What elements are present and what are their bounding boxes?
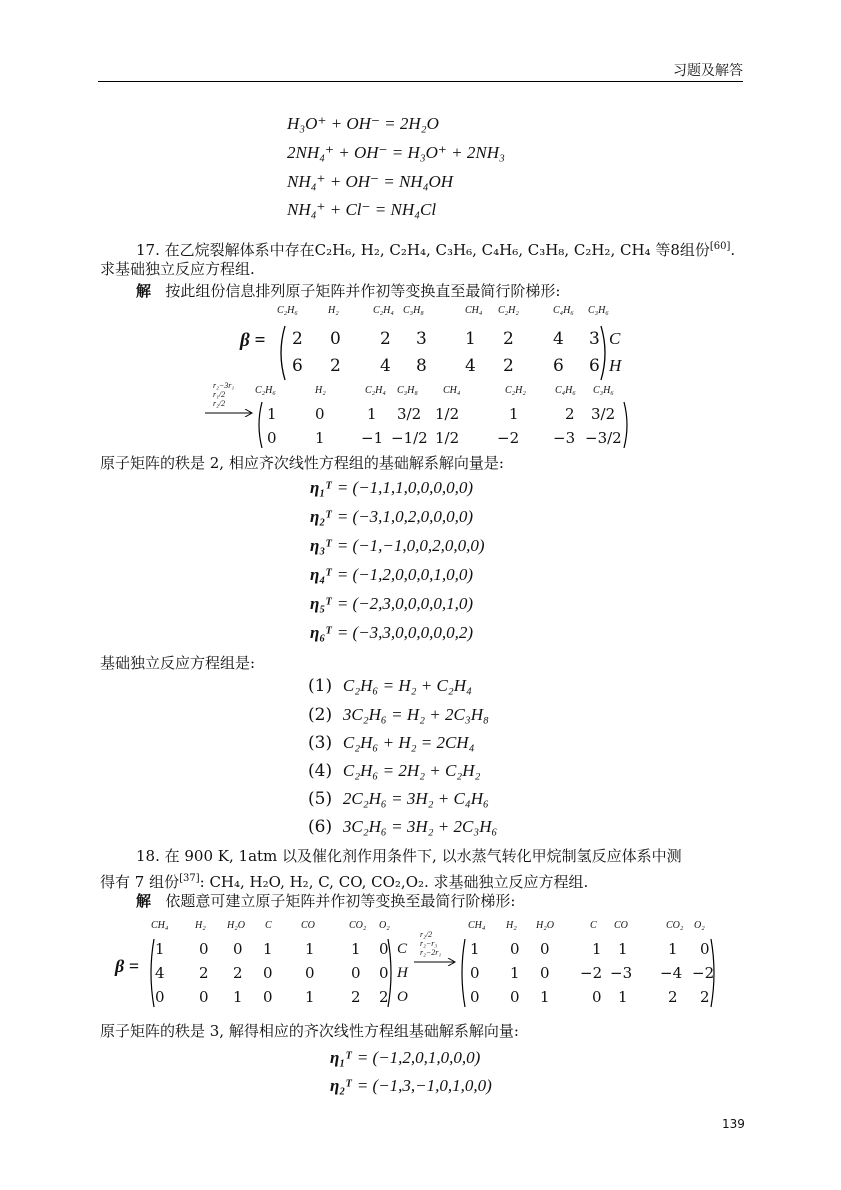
col-header: C₂H₂ [505,385,526,396]
matrix-cell: 4 [155,964,165,982]
row-op: r₂/2 [213,399,226,408]
col-header: CH₄ [465,305,483,316]
matrix-cell: 2 [292,329,303,349]
matrix-cell: −3 [610,964,633,982]
vector-eta5 [310,594,473,614]
matrix-cell: 2 [199,964,209,982]
left-paren [458,938,466,1008]
col-header: C₂H₄ [365,385,386,396]
ion-equation-1: H₃O⁺ + OH⁻ = 2H₂O [287,114,439,133]
basis-text-17: 基础独立反应方程组是: [100,654,256,672]
vector-eta6 [310,623,473,643]
matrix-cell: −2 [580,964,603,982]
reaction-number: (1) [308,676,333,696]
problem-17-text: 17. 在乙烷裂解体系中存在C₂H₆, H₂, C₂H₄, C₃H₆, C₄H₆, C₃H₈, C₂H₂, CH₄ 等8组份 [136,241,710,259]
matrix-cell: 1 [509,405,519,423]
matrix-17-original [240,305,640,383]
matrix-cell: 1 [351,940,361,958]
col-header: C₄H₆ [555,385,576,396]
reaction-number: (5) [308,789,333,809]
beta-symbol: β = [115,956,139,976]
col-header: CH₄ [443,385,461,396]
page-header [98,60,743,82]
row-label: O [397,989,408,1005]
left-paren [276,325,286,381]
matrix-cell: −2 [497,429,520,447]
col-header: C₂H₆ [255,385,276,396]
reaction-equation: C₂H₆ = 2H₂ + C₂H₂ [342,761,481,780]
matrix-cell: 0 [540,940,550,958]
matrix-cell: 0 [199,940,209,958]
citation: [37] [179,873,200,884]
reaction-1 [308,676,472,696]
reaction-number: (6) [308,817,333,837]
row-operations [213,381,234,408]
col-header: CO [301,920,315,931]
matrix-cell: 1 [233,988,243,1006]
matrix-cell: 3/2 [591,405,616,423]
matrix-cell: 1 [465,329,476,349]
vector-name: η₃ᵀ [310,536,332,555]
problem-18-text-end: : CH₄, H₂O, H₂, C, CO, CO₂,O₂. 求基础独立反应方程组. [199,873,589,891]
reaction-number: (3) [308,733,333,753]
header-rule [98,81,743,82]
matrix-cell: 2 [233,964,243,982]
matrix-cell: 0 [305,964,315,982]
matrix-cell: 1 [155,940,165,958]
vector-value: = (−1,3,−1,0,1,0,0) [356,1076,492,1095]
matrix-cell: −1 [361,429,384,447]
col-header: C₂H₄ [373,305,394,316]
matrix-cell: 0 [263,988,273,1006]
reaction-2 [308,705,489,725]
matrix-cell: 1 [267,405,277,423]
matrix-cell: 1 [367,405,377,423]
solution-18-text: 依题意可建立原子矩阵并作初等变换至最简行阶梯形: [165,892,516,910]
matrix-cell: −3/2 [585,429,622,447]
col-header: O₂ [379,920,390,931]
col-header: C [265,920,272,931]
reaction-number: (4) [308,761,333,781]
reaction-3 [308,733,475,753]
matrix-cell: 0 [233,940,243,958]
reaction-equation: 3C₂H₆ = 3H₂ + 2C₃H₆ [342,817,498,836]
matrix-cell: 6 [553,356,564,376]
reaction-5 [308,789,489,809]
matrix-cell: −2 [692,964,715,982]
header-title: 习题及解答 [673,63,743,79]
vector-name: η₄ᵀ [310,565,332,584]
col-header: C₃H₆ [593,385,614,396]
matrix-cell: 0 [199,988,209,1006]
reaction-4 [308,761,480,781]
vector-eta3 [310,536,485,556]
matrix-cell: 1 [510,964,520,982]
left-paren [255,401,263,449]
matrix-cell: 4 [465,356,476,376]
ion-equation-4: NH₄⁺ + Cl⁻ = NH₄Cl [287,200,437,219]
left-paren [147,938,155,1008]
matrix-cell: 0 [263,964,273,982]
problem-17-line2: 求基础独立反应方程组. [100,260,255,278]
vector-eta2 [310,507,473,527]
matrix-cell: 1 [263,940,273,958]
matrix-cell: 1/2 [435,429,460,447]
matrix-cell: 2 [503,356,514,376]
row-op: r₁/2 [213,390,226,399]
matrix-cell: 4 [553,329,564,349]
matrix-cell: 1 [618,988,628,1006]
vector-name: η₅ᵀ [310,594,332,613]
matrix-cell: 1 [540,988,550,1006]
matrix-cell: 4 [380,356,391,376]
vector-name: η₁ᵀ [330,1048,352,1067]
matrix-cell: 2 [379,988,389,1006]
col-header: H₂ [195,920,206,931]
arrow-icon [414,958,458,966]
matrix-cell: −4 [660,964,683,982]
solution-label: 解 [136,282,152,300]
matrix-cell: 0 [510,988,520,1006]
matrix-cell: 0 [470,964,480,982]
matrix-cell: 0 [315,405,325,423]
col-header: C₃H₈ [403,305,424,316]
vector-value: = (−1,−1,0,0,2,0,0,0) [336,536,485,555]
matrix-cell: 1/2 [435,405,460,423]
matrix-cell: 2 [503,329,514,349]
row-label: C [609,329,621,348]
matrix-cell: 3 [416,329,427,349]
reaction-equation: 2C₂H₆ = 3H₂ + C₄H₆ [342,789,489,808]
matrix-17-rref [205,381,645,451]
rank-text-18: 原子矩阵的秩是 3, 解得相应的齐次线性方程组基础解系解向量: [100,1022,519,1040]
matrix-18-rref [456,920,726,1010]
col-header: H₂ [328,305,339,316]
page-number: 139 [722,1117,745,1131]
vector-value: = (−1,2,0,0,0,1,0,0) [336,565,474,584]
vector-eta4 [310,565,473,585]
vector-value: = (−3,3,0,0,0,0,0,2) [336,623,474,642]
matrix-cell: 1 [668,940,678,958]
vector-name: η₆ᵀ [310,623,332,642]
col-header: CO₂ [666,920,684,931]
matrix-cell: 2 [565,405,575,423]
col-header: C₃H₆ [588,305,609,316]
citation: [60] [709,241,731,252]
reaction-number: (2) [308,705,333,725]
col-header: CH₄ [151,920,169,931]
right-paren [623,401,631,449]
col-header: H₂O [227,920,245,931]
reaction-6 [308,817,497,837]
matrix-cell: 0 [592,988,602,1006]
matrix-cell: 2 [700,988,710,1006]
ion-equation-3: NH₄⁺ + OH⁻ = NH₄OH [287,172,454,191]
reaction-equation: C₂H₆ + H₂ = 2CH₄ [342,733,475,752]
matrix-cell: 1 [470,940,480,958]
matrix-cell: 0 [470,988,480,1006]
matrix-cell: 1 [305,940,315,958]
solution-18-intro [136,890,515,913]
vector-18-eta1 [330,1048,480,1068]
matrix-18-original [115,920,435,1010]
vector-name: η₁ᵀ [310,478,332,497]
problem-18-text: 得有 7 组份 [100,873,180,891]
beta-symbol: β = [240,330,266,351]
vector-value: = (−2,3,0,0,0,0,1,0) [336,594,474,613]
matrix-cell: 6 [589,356,600,376]
matrix-cell: 0 [379,964,389,982]
solution-17-text: 按此组份信息排列原子矩阵并作初等变换直至最简行阶梯形: [165,282,561,300]
vector-name: η₂ᵀ [330,1076,352,1095]
row-op: r₂−r₃ [420,939,438,948]
col-header: C₂H₆ [277,305,298,316]
matrix-cell: 0 [700,940,710,958]
col-header: C₄H₆ [553,305,574,316]
matrix-cell: 6 [292,356,303,376]
matrix-cell: 8 [416,356,427,376]
ion-equation-2: 2NH₄⁺ + OH⁻ = H₃O⁺ + 2NH₃ [287,143,505,162]
row-label: H [609,356,622,375]
row-label: C [397,941,408,957]
matrix-cell: 0 [330,329,341,349]
row-op: r₂−3r₁ [213,381,235,390]
matrix-cell: 0 [379,940,389,958]
row-operations [420,930,441,957]
matrix-cell: 0 [267,429,277,447]
matrix-cell: 0 [155,988,165,1006]
col-header: H₂ [506,920,517,931]
vector-18-eta2 [330,1076,492,1096]
matrix-cell: 2 [380,329,391,349]
matrix-cell: 0 [540,964,550,982]
matrix-cell: 3/2 [397,405,422,423]
reaction-equation: C₂H₆ = H₂ + C₂H₄ [342,676,472,695]
matrix-cell: 3 [589,329,600,349]
col-header: C₃H₈ [397,385,418,396]
vector-value: = (−3,1,0,2,0,0,0,0) [336,507,474,526]
col-header: CO₂ [349,920,367,931]
matrix-cell: 0 [351,964,361,982]
matrix-cell: −1/2 [391,429,428,447]
solution-17-intro [136,280,560,303]
matrix-cell: 0 [510,940,520,958]
col-header: H₂O [536,920,554,931]
matrix-cell: 1 [592,940,602,958]
rank-text-17: 原子矩阵的秩是 2, 相应齐次线性方程组的基础解系解向量是: [100,454,504,472]
matrix-cell: −3 [553,429,576,447]
matrix-cell: 2 [351,988,361,1006]
matrix-cell: 1 [305,988,315,1006]
problem-17-period: . [730,241,736,259]
col-header: CH₄ [468,920,486,931]
col-header: O₂ [694,920,705,931]
vector-value: = (−1,1,1,0,0,0,0,0) [336,478,474,497]
col-header: C [590,920,597,931]
col-header: C₂H₂ [498,305,519,316]
matrix-cell: 1 [315,429,325,447]
vector-eta1 [310,478,473,498]
col-header: H₂ [315,385,326,396]
matrix-cell: 1 [618,940,628,958]
problem-18-line1: 18. 在 900 K, 1atm 以及催化剂作用条件下, 以水蒸气转化甲烷制氢反应体系中测 [136,847,682,865]
reaction-equation: 3C₂H₆ = H₂ + 2C₃H₈ [342,705,489,724]
row-op: r₂/2 [420,930,433,939]
arrow-icon [205,409,255,417]
row-op: r₂−2r₁ [420,948,442,957]
solution-label: 解 [136,892,152,910]
col-header: CO [614,920,628,931]
matrix-cell: 2 [330,356,341,376]
vector-value: = (−1,2,0,1,0,0,0) [356,1048,481,1067]
vector-name: η₂ᵀ [310,507,332,526]
row-label: H [397,965,408,981]
matrix-cell: 2 [668,988,678,1006]
